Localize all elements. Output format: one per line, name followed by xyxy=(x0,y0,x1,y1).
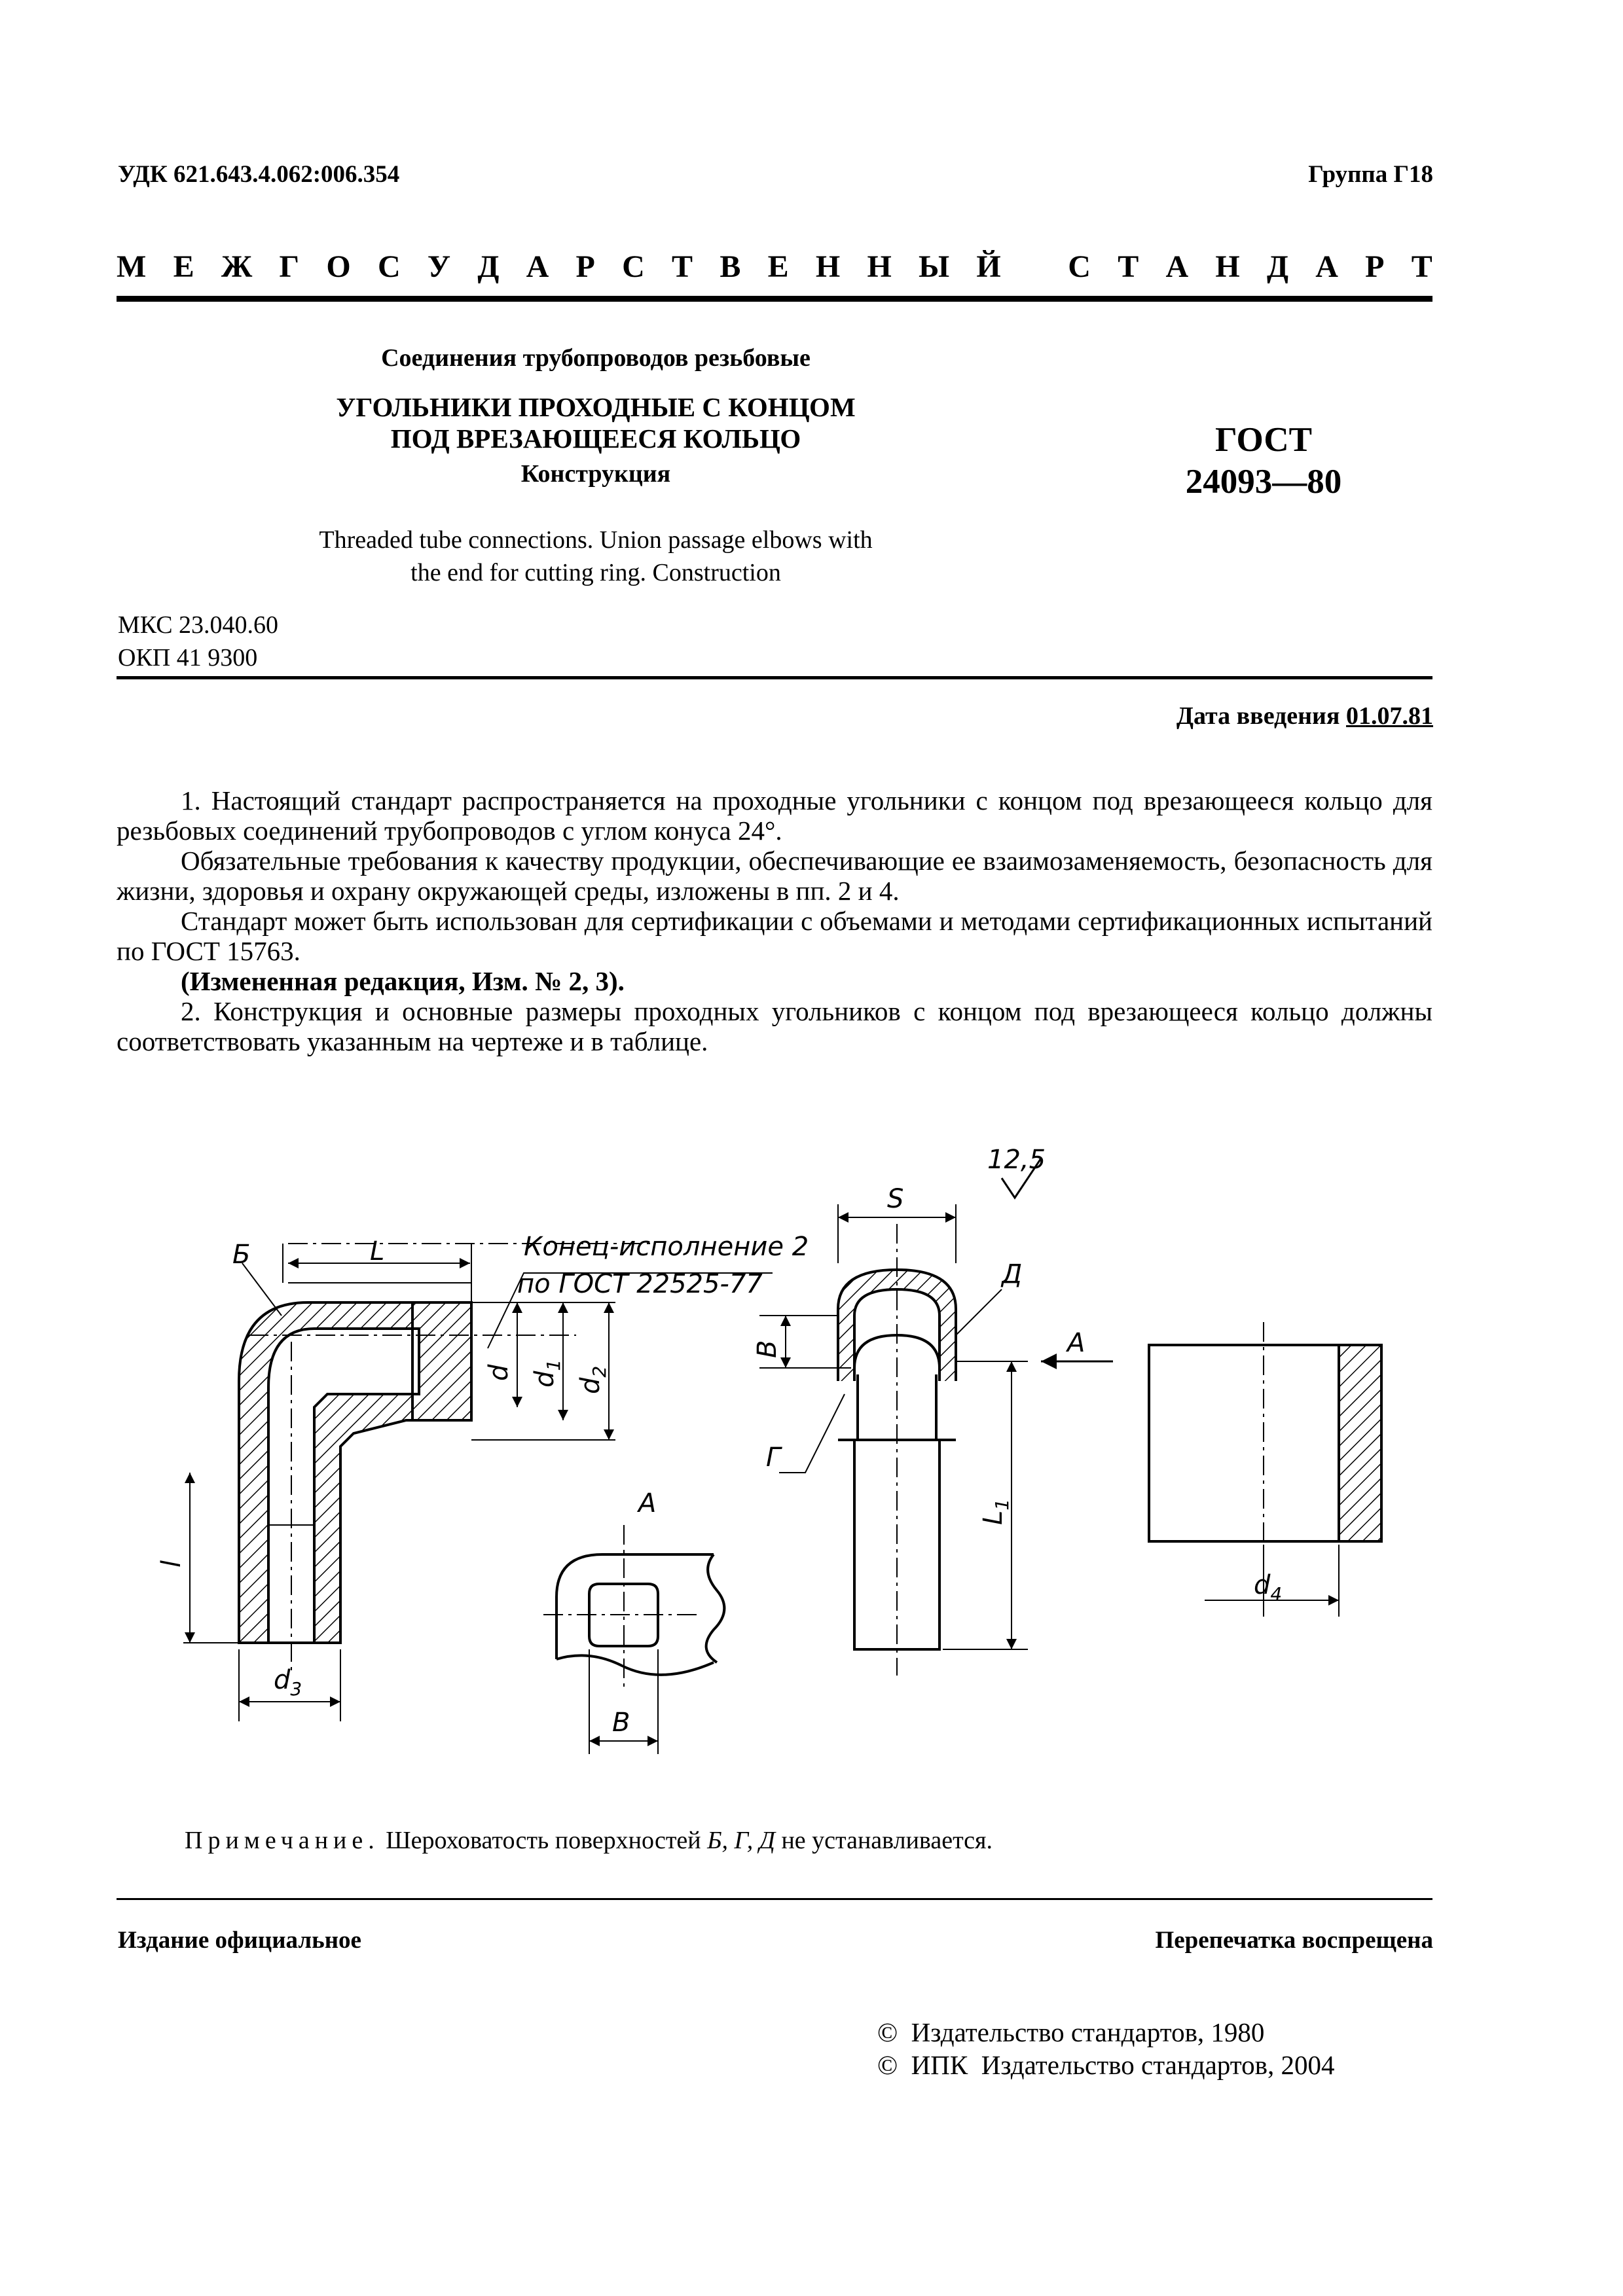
note-prefix: Примечание. xyxy=(185,1827,380,1854)
document-title xyxy=(249,391,943,454)
paragraph-3: Стандарт может быть использован для сертификации с объемами и методами сертификационных испытаний по ГОСТ 15763. xyxy=(117,906,1432,966)
svg-text:d1 xyxy=(530,1359,564,1388)
heading-letter: О xyxy=(326,249,351,284)
heading-letter: Т xyxy=(1411,249,1432,284)
label-D: Д xyxy=(1002,1259,1023,1289)
english-title-line-1: Threaded tube connections. Union passage elbows with xyxy=(319,526,873,554)
document-construction: Конструкция xyxy=(520,460,671,488)
english-title-line-2: the end for cutting ring. Construction xyxy=(410,559,781,586)
label-d2-sub: 2 xyxy=(589,1365,610,1378)
heading-letter xyxy=(1028,249,1041,285)
heading-letter: Н xyxy=(1215,249,1240,284)
mks-code: МКС 23.040.60 xyxy=(118,611,279,639)
copyright-block xyxy=(877,2016,1335,2081)
technical-drawing xyxy=(0,1113,1623,1800)
label-B: B xyxy=(752,1340,782,1358)
title-rule xyxy=(117,676,1432,679)
label-d1: d xyxy=(530,1371,560,1388)
label-b-cyr: Б xyxy=(232,1240,251,1270)
heading-letter: Р xyxy=(575,249,595,284)
heading-letter: У xyxy=(427,249,451,284)
callout-line-1: Конец-исполнение 2 xyxy=(524,1232,809,1262)
heading-letter: Н xyxy=(815,249,841,284)
title-line-1: УГОЛЬНИКИ ПРОХОДНЫЕ С КОНЦОМ xyxy=(336,392,856,422)
svg-text:d2 xyxy=(575,1366,610,1394)
svg-text:L1 xyxy=(978,1499,1013,1525)
gost-number: 24093—80 xyxy=(1185,463,1342,501)
heading-letter: С xyxy=(622,249,645,284)
callout-line-2: по ГОСТ 22525-77 xyxy=(517,1269,763,1299)
label-d1-sub: 1 xyxy=(543,1359,564,1371)
copyright-1980: © Издательство стандартов, 1980 xyxy=(877,2017,1265,2047)
drawing-note xyxy=(185,1826,993,1855)
title-line-2: ПОД ВРЕЗАЮЩЕЕСЯ КОЛЬЦО xyxy=(390,423,801,454)
introduction-date xyxy=(1176,702,1433,730)
copyright-2004: © ИПК Издательство стандартов, 2004 xyxy=(877,2050,1335,2080)
document-subtitle: Соединения трубопроводов резьбовые xyxy=(381,344,811,372)
heading-letter: М xyxy=(117,249,147,284)
note-surfaces: Б, Г, Д xyxy=(707,1827,775,1854)
label-L: L xyxy=(370,1236,385,1266)
amendment-note: (Измененная редакция, Изм. № 2, 3). xyxy=(181,966,625,996)
gost-designation xyxy=(1133,419,1395,503)
elbow-side-view xyxy=(759,1204,1113,1676)
standard-type-heading xyxy=(117,249,1432,285)
note-suffix: не устанавливается. xyxy=(775,1827,993,1854)
note-text: Шероховатость поверхностей xyxy=(379,1827,708,1854)
heading-letter: А xyxy=(1315,249,1338,284)
english-title xyxy=(249,524,943,589)
heading-letter: Т xyxy=(1118,249,1139,284)
paragraph-2: Обязательные требования к качеству продукции, обеспечивающие ее взаимозаменяемость, безопасность для жизни, здоровья и охрану окружающей среды, изложены в пп. 2 и 4. xyxy=(117,846,1432,906)
classification-codes xyxy=(118,609,278,674)
heading-letter: А xyxy=(1165,249,1189,284)
label-l: l xyxy=(156,1560,187,1568)
heading-letter: Д xyxy=(477,249,500,284)
date-value: 01.07.81 xyxy=(1346,702,1433,730)
elbow-section-view xyxy=(183,1244,773,1721)
label-d4: $d_4$ xyxy=(1254,1570,1283,1605)
heading-letter: Р xyxy=(1365,249,1385,284)
label-L1-sub: 1 xyxy=(991,1498,1013,1511)
label-G: Г xyxy=(766,1443,781,1473)
group-code: Группа Г18 xyxy=(1308,161,1433,188)
heading-letter: А xyxy=(526,249,549,284)
heading-letter: В xyxy=(720,249,741,284)
heading-letter: С xyxy=(1068,249,1091,284)
okp-code: ОКП 41 9300 xyxy=(118,644,258,672)
label-B-view: B xyxy=(612,1708,630,1738)
heading-letter: Д xyxy=(1266,249,1288,284)
label-d2: d xyxy=(575,1377,606,1394)
heading-letter: С xyxy=(377,249,401,284)
heading-letter: Г xyxy=(279,249,300,284)
heading-letter: Е xyxy=(173,249,194,284)
udc-code: УДК 621.643.4.062:006.354 xyxy=(118,161,400,188)
paragraph-4: 2. Конструкция и основные размеры проходных угольников с концом под врезающееся кольцо должны соответствовать указанным на чертеже и в таблице. xyxy=(117,996,1432,1056)
date-label: Дата введения xyxy=(1176,702,1340,730)
gost-label: ГОСТ xyxy=(1215,421,1312,459)
heading-letter: Н xyxy=(867,249,892,284)
heading-letter: Ж xyxy=(221,249,253,284)
label-arrow-A: A xyxy=(1067,1328,1085,1358)
heading-letter: Е xyxy=(767,249,789,284)
heading-letter: Ы xyxy=(919,249,950,284)
heading-letter: Й xyxy=(976,249,1001,284)
label-d: d xyxy=(484,1364,514,1381)
view-A-drawing xyxy=(543,1525,724,1754)
footer-rule xyxy=(117,1898,1432,1900)
header-rule xyxy=(117,296,1432,302)
view-A-label: A xyxy=(638,1488,657,1518)
label-L1: L xyxy=(978,1510,1008,1525)
roughness-symbol xyxy=(987,1145,1046,1198)
heading-letter: Т xyxy=(672,249,693,284)
roughness-value: 12,5 xyxy=(987,1145,1046,1175)
body-text xyxy=(117,785,1432,1056)
label-S: S xyxy=(887,1184,904,1214)
official-edition: Издание официальное xyxy=(118,1927,361,1954)
paragraph-1: 1. Настоящий стандарт распространяется на проходные угольники с концом под врезающееся кольцо для резьбовых соединений трубопроводов с углом конуса 24°. xyxy=(117,785,1432,846)
label-d3: $d_3$ xyxy=(274,1665,302,1700)
reprint-prohibited: Перепечатка воспрещена xyxy=(1155,1927,1433,1954)
